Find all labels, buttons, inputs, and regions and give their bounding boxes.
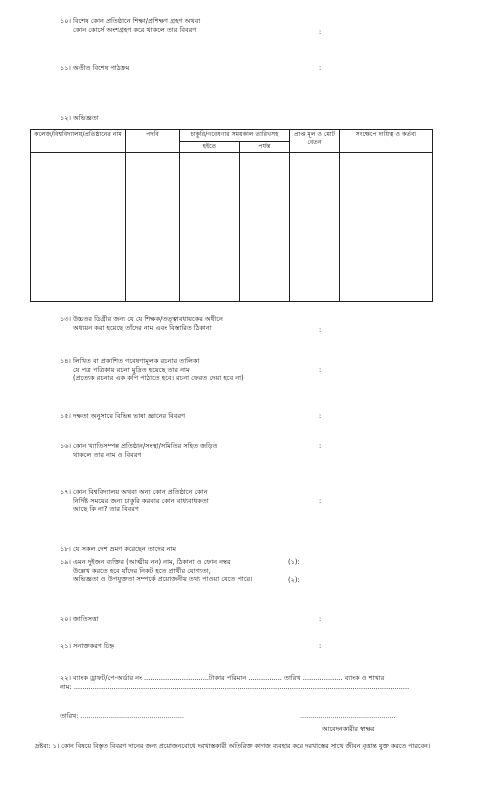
- th-duties: সংক্ষেপে দায়িত্ব ও কর্তব্য: [340, 130, 433, 153]
- date-field[interactable]: তারিখ: ...................................................: [60, 712, 184, 720]
- th-institution: কলেজ/বিশ্ববিদ্যালয়/প্রতিষ্ঠানের নাম: [31, 130, 126, 153]
- item-19-line3: অভিজ্ঞতা ও উপযুক্ততা সম্পর্কে প্রয়োজনীয় তথ্য পাওয়া যেতে পারে।: [73, 575, 253, 584]
- item-21-colon: :: [319, 642, 322, 650]
- item-15-colon: :: [319, 412, 322, 420]
- signature-label: আবেদনকারীর স্বাক্ষর: [322, 725, 375, 733]
- cell-duties[interactable]: [340, 152, 433, 301]
- item-12-line1: ১২। অভিজ্ঞতা: [60, 114, 99, 122]
- item-21-line1: ২১। সনাক্তকরণ চিহ্ন: [60, 642, 115, 650]
- cell-institution[interactable]: [31, 152, 126, 301]
- item-10-line2: কোন কোর্সে অংশগ্রহণ করে থাকলে তার বিবরণ: [73, 25, 197, 34]
- item-12: [60, 114, 460, 123]
- item-18: [60, 545, 460, 554]
- item-13: [60, 315, 460, 332]
- th-post: পদবি: [126, 130, 180, 153]
- item-16-line2: থাকলে তার নাম ও বিবরণ: [73, 450, 142, 459]
- item-19-referee-2: (২):: [288, 576, 300, 584]
- item-16-line1: ১৬। কোন খ্যাতিসম্পন্ন প্রতিষ্ঠান/সংস্থা/সমিতির সহিত জড়িত: [60, 442, 218, 450]
- item-19-line2: উল্লেখ করতে হবে যাঁদের নিকট হতে প্রার্থীর যোগ্যতা,: [73, 566, 211, 575]
- item-16-colon: :: [319, 442, 322, 450]
- item-17-line1: ১৭। কোন বিশ্ববিদ্যালয় অথবা অন্য কোন প্রতিষ্ঠানে কোন: [60, 488, 208, 496]
- note: দ্রষ্টব্য: ১। কোন বিষয়ে বিস্তৃত বিবরণ দানের জন্য প্রয়োজনবোধে দরখাস্তকারী অতিরিক্ত কাগজ ব্যবহার করে দরখাস্তের সাথে জীবন বৃত্তান্ত যুক্ত করতে পারবেন।: [35, 742, 431, 750]
- item-20-colon: :: [319, 615, 322, 623]
- item-14: [60, 357, 460, 383]
- item-15-line1: ১৫। দক্ষতা অনুসারে বিভিন্ন ভাষা জ্ঞানের বিবরণ: [60, 412, 186, 420]
- item-13-colon: :: [319, 326, 322, 334]
- cell-salary[interactable]: [290, 152, 340, 301]
- item-13-line1: ১৩। উচ্চতর ডিগ্রীর জন্য যে যে শিক্ষক/তত্ত্বাবধায়কের অধীনে: [60, 315, 223, 323]
- item-17: [60, 488, 460, 514]
- item-13-line2: অধ্যয়ন করা হয়েছে তাঁদের নাম এবং বিস্তারিত ঠিকানা: [73, 323, 212, 332]
- cell-to[interactable]: [240, 152, 290, 301]
- item-11-colon: :: [319, 64, 322, 72]
- experience-table: [30, 129, 433, 302]
- item-11: [60, 64, 460, 73]
- item-14-line1: ১৪। লিখিত বা প্রকাশিত গবেষণামূলক রচনার তালিকা: [60, 357, 200, 365]
- signature-line[interactable]: ...............................................: [300, 712, 396, 720]
- item-14-colon: :: [319, 366, 322, 374]
- item-22: [60, 674, 460, 691]
- item-17-line2: নির্দিষ্ট সময়ের জন্য চাকুরি করবার কোন বাধ্যবাধকতা: [73, 496, 209, 505]
- item-20-line1: ২০। জাতিসত্তা: [60, 615, 99, 623]
- item-22-line2: নাম: ................................................................................................................................................................: [60, 682, 410, 691]
- item-10: [60, 17, 460, 34]
- item-21: [60, 642, 460, 651]
- item-10-colon: :: [319, 28, 322, 36]
- item-18-line1: ১৮। যে সকল দেশ ভ্রমণ করেছেন তাদের নাম: [60, 545, 177, 553]
- th-to: পর্যন্ত: [240, 142, 290, 153]
- item-20: [60, 615, 460, 624]
- item-19-line1: ১৯। এমন দুইজন ব্যক্তির (আত্মীয় নন) নাম, ঠিকানা ও ফোন নম্বর: [60, 558, 231, 566]
- item-10-line1: ১০। বিশেষ কোন প্রতিষ্ঠানে শিক্ষা/প্রশিক্ষণ গ্রহণ অথবা: [60, 17, 201, 25]
- item-14-line2: যে পত্র পত্রিকায় রচনা মুদ্রিত হয়েছে তার নাম: [73, 365, 190, 374]
- th-from: হইতে: [180, 142, 240, 153]
- item-16: [60, 442, 460, 459]
- item-17-colon: :: [319, 497, 322, 505]
- item-14-line3: (প্রত্যেক রচনার এক কপি পাঠাতে হবে। রচনা ফেরত দেয়া হবে না): [73, 374, 244, 383]
- item-11-line1: ১১। অতীত বিশেষ পাঠক্রম: [60, 64, 130, 72]
- th-salary: প্রাপ্ত মূল ও মোট বেতন: [290, 130, 340, 153]
- cell-from[interactable]: [180, 152, 240, 301]
- item-15: [60, 412, 460, 421]
- item-19: [60, 558, 460, 584]
- cell-post[interactable]: [126, 152, 180, 301]
- item-17-line3: আছে কি না? তার বিবরণ: [73, 505, 139, 514]
- item-19-referee-1: (১):: [288, 558, 300, 566]
- item-22-line1: ২২। ব্যাংক ড্রাফট/পে-অর্ডার নং ...............................টাকার পরিমান ................ তারিখ ................... ব্যাংক ও শাখার: [60, 674, 385, 682]
- th-period: চাকুরি/গবেষণার সময়কাল তারিখসহ: [180, 130, 290, 142]
